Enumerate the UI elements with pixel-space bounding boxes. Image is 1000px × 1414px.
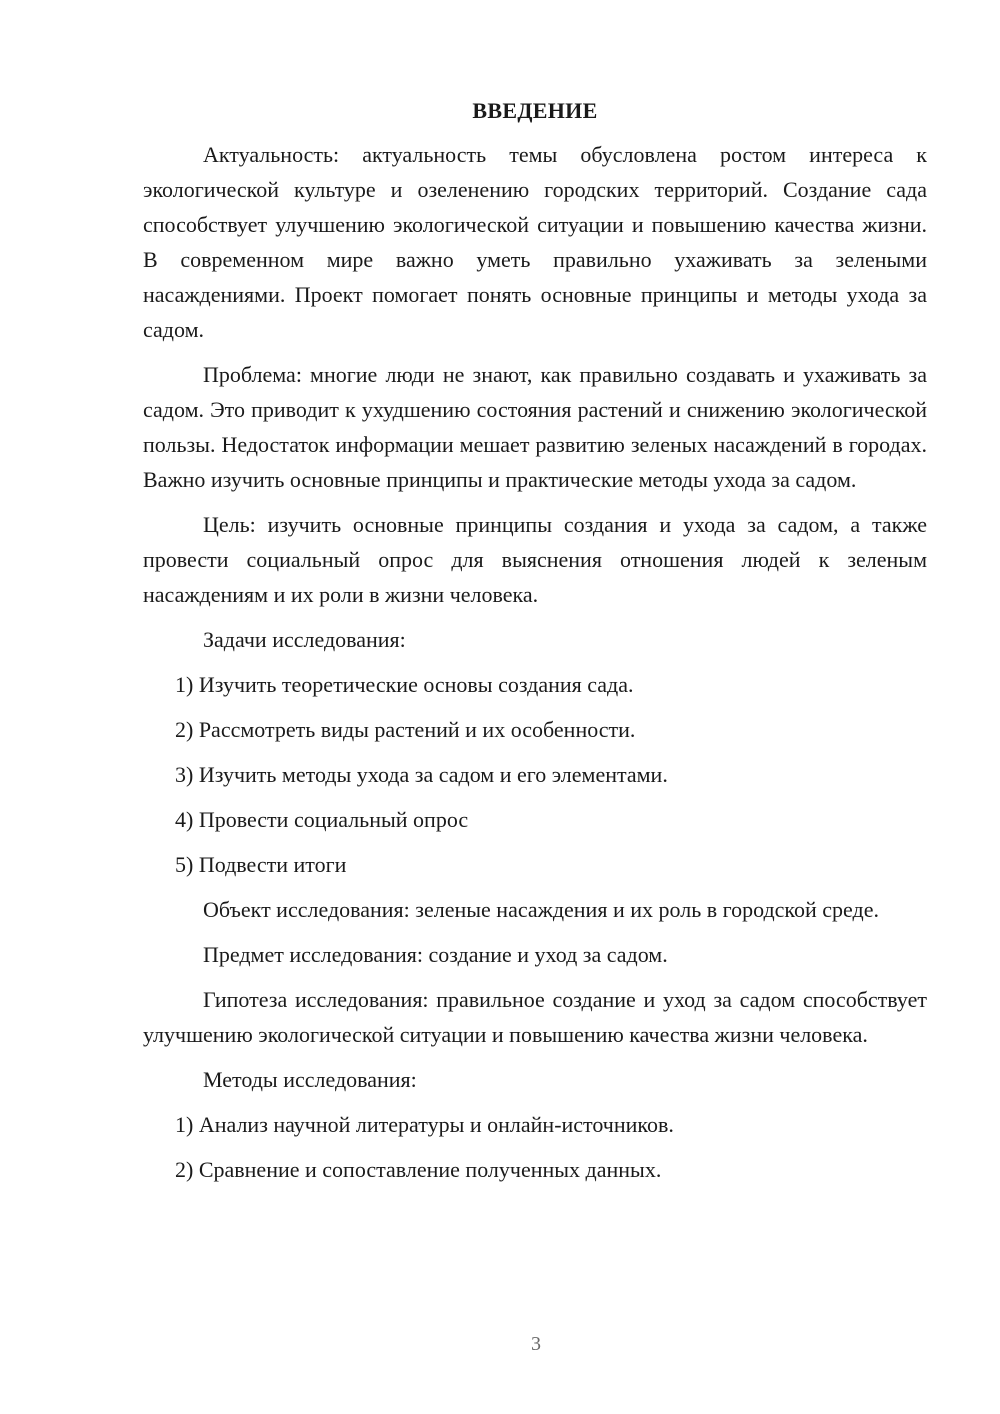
- method-item: 1) Анализ научной литературы и онлайн-источников.: [175, 1112, 674, 1137]
- task-item: 1) Изучить теоретические основы создания сада.: [175, 672, 634, 697]
- subject-paragraph: Предмет исследования: создание и уход за садом.: [203, 942, 668, 967]
- goal-paragraph: Цель: изучить основные принципы создания и ухода за садом, а также провести социальный опрос для выяснения отношения людей к зеленым насаждениям и их роли в жизни человека.: [143, 512, 927, 607]
- task-item: 4) Провести социальный опрос: [175, 807, 469, 832]
- hypothesis-paragraph: Гипотеза исследования: правильное создание и уход за садом способствует улучшению экологической ситуации и повышению качества жизни человека.: [143, 987, 927, 1047]
- relevance-paragraph: Актуальность: актуальность темы обусловлена ростом интереса к экологической культуре и озеленению городских территорий. Создание сада способствует улучшению экологической ситуации и повышению качества жизни. В современном мире важно уметь правильно ухаживать за зелеными насаждениями. Проект помогает понять основные принципы и методы ухода за садом.: [143, 142, 927, 342]
- methods-heading: Методы исследования:: [203, 1067, 417, 1092]
- method-item: 2) Сравнение и сопоставление полученных данных.: [175, 1157, 662, 1182]
- tasks-heading: Задачи исследования:: [203, 627, 406, 652]
- page-number: 3: [531, 1333, 541, 1355]
- problem-paragraph: Проблема: многие люди не знают, как правильно создавать и ухаживать за садом. Это приводит к ухудшению состояния растений и снижению экологической пользы. Недостаток информации мешает развитию зеленых насаждений в городах. Важно изучить основные принципы и практические методы ухода за садом.: [143, 362, 927, 492]
- page-content: [143, 96, 927, 1197]
- task-item: 2) Рассмотреть виды растений и их особенности.: [175, 717, 636, 742]
- task-item: 5) Подвести итоги: [175, 852, 347, 877]
- object-paragraph: Объект исследования: зеленые насаждения и их роль в городской среде.: [203, 897, 879, 922]
- section-title: ВВЕДЕНИЕ: [472, 98, 598, 123]
- task-item: 3) Изучить методы ухода за садом и его элементами.: [175, 762, 668, 787]
